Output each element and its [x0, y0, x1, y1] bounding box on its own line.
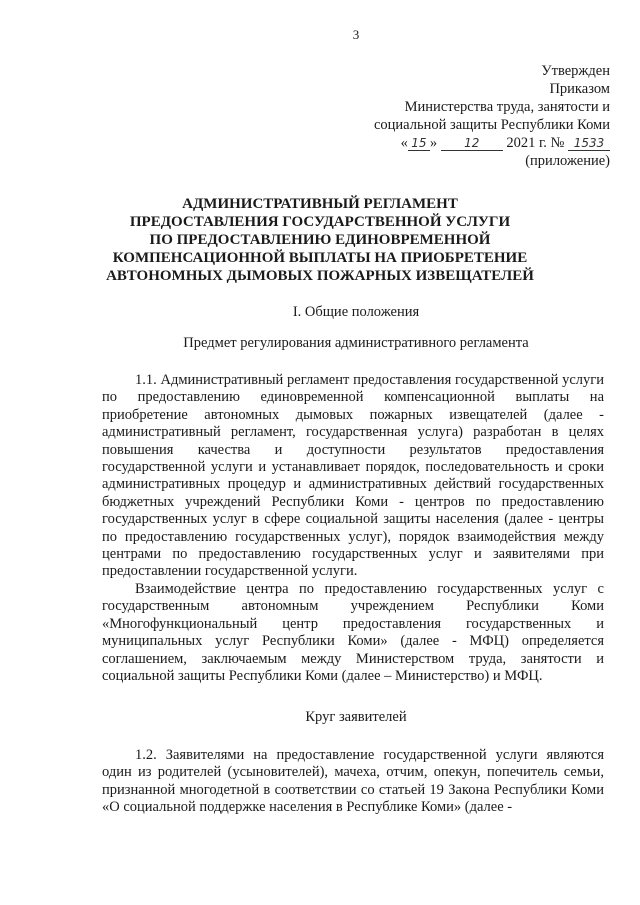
document-title [90, 195, 550, 285]
title-line-4: КОМПЕНСАЦИОННОЙ ВЫПЛАТЫ НА ПРИОБРЕТЕНИЕ [112, 250, 528, 266]
approval-approved: Утвержден [541, 63, 610, 79]
page-number: 3 [352, 27, 360, 42]
section2-body [102, 747, 604, 817]
date-day-handwritten: 15 [408, 136, 430, 151]
section1-body [102, 372, 604, 685]
approval-block [374, 62, 610, 170]
approval-attachment: (приложение) [525, 153, 610, 169]
approval-ministry-line1: Министерства труда, занятости и [404, 99, 610, 115]
subheading-subject: Предмет регулирования административного регламента [183, 335, 529, 351]
subheading-applicants: Круг заявителей [305, 709, 407, 725]
title-line-1: АДМИНИСТРАТИВНЫЙ РЕГЛАМЕНТ [182, 196, 458, 212]
title-line-5: АВТОНОМНЫХ ДЫМОВЫХ ПОЖАРНЫХ ИЗВЕЩАТЕЛЕЙ [106, 268, 534, 284]
title-line-3: ПО ПРЕДОСТАВЛЕНИЮ ЕДИНОВРЕМЕННОЙ [149, 232, 491, 248]
order-number-handwritten: 1533 [568, 136, 610, 151]
approval-ministry-line2: социальной защиты Республики Коми [373, 117, 610, 133]
date-close-quote: » [429, 135, 438, 151]
paragraph-1-2: 1.2. Заявителями на предоставление государственной услуги являются один из родителей (усыновителей), мачеха, отчим, опекун, попечитель семьи, признанной многодетной в соответствии со статьей 19 Закона Республики Коми «О социальной поддержке населения в Республике Коми» (далее - [102, 747, 604, 816]
approval-date-line [374, 134, 610, 152]
section-heading-general: I. Общие положения [292, 304, 420, 320]
paragraph-1-1: 1.1. Административный регламент предоставления государственной услуги по предоставлению единовременной компенсационной выплаты на приобретение автономных дымовых пожарных извещателей (далее - административный регламент, государственная услуга) разработан в целях повышения качества и доступности результатов предоставления государственной услуги и устанавливает порядок, последовательность и сроки административных процедур и административных действий государственных бюджетных учреждений Республики Коми - центров по предоставлению государственных услуг в сфере социальной защиты населения (далее - центры по предоставлению государственных услуг), порядок взаимодействия между центрами по предоставлению государственных услуг и заявителями при предоставлении государственной услуги. [102, 372, 604, 580]
title-line-2: ПРЕДОСТАВЛЕНИЯ ГОСУДАРСТВЕННОЙ УСЛУГИ [129, 214, 511, 230]
paragraph-interaction: Взаимодействие центра по предоставлению государственных услуг с государственным автономным учреждением Республики Коми «Многофункциональный центр предоставления государственных и муниципальных услуг Республики Коми» (далее - МФЦ) определяется соглашением, заключаемым между Министерством труда, занятости и социальной защиты Республики Коми (далее – Министерство) и МФЦ. [102, 580, 604, 684]
date-year: 2021 г. № [506, 135, 565, 151]
date-open-quote: « [400, 135, 408, 151]
date-month-handwritten: 12 [441, 136, 503, 151]
approval-order: Приказом [549, 81, 610, 97]
